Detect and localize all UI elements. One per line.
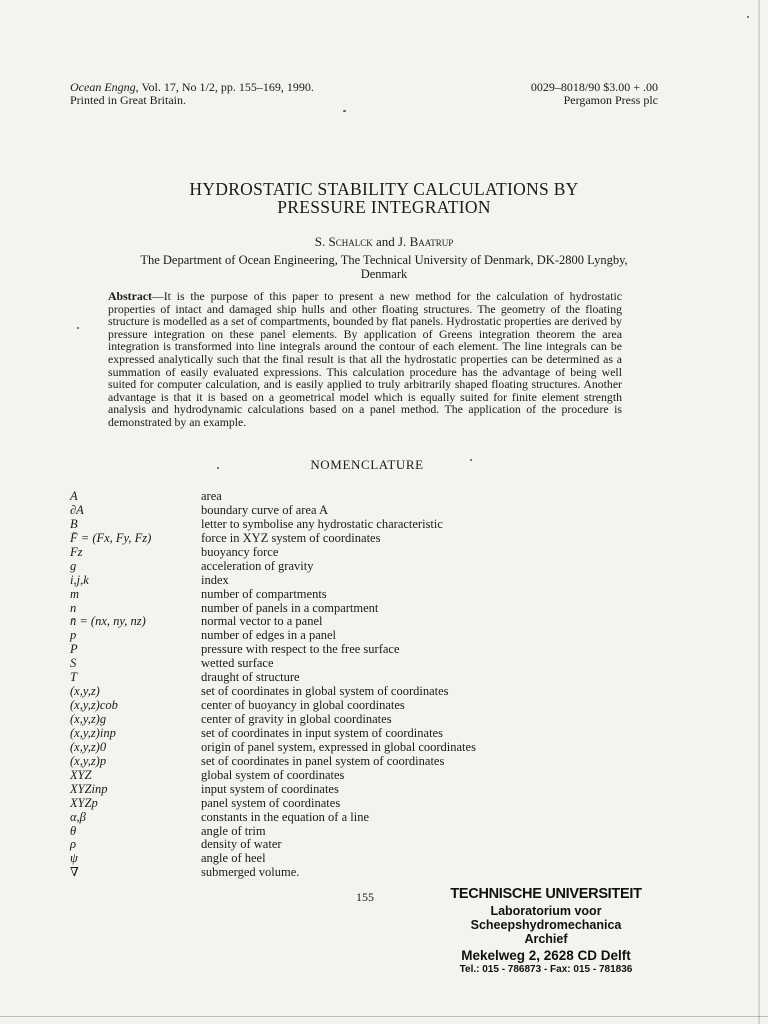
- nomenclature-definition: boundary curve of area A: [201, 502, 329, 517]
- nomenclature-definition: submerged volume.: [201, 865, 300, 880]
- abstract-body: —It is the purpose of this paper to present a new method for the calculation of hydrostatic properties of intact and damaged ship hulls and other floating structures. The geometry of the floating structure is modelled as a set of compartments, bounded by flat panels. Hydrostatic properties are derived by pressure integration on these panel elements. By application of Greens integration theorem the area integration is transformed into line integrals around the contour of each element. The line integrals can be expressed analytically such that the final result is that all the hydrostatic properties can be determined as a summation of easily evaluated expressions. This calculation procedure has the advantage of being well suited for computer calculation, and is easily applied to truly arbitrarily shaped floating structures. Another advantage is that it is based on a geometrical model which is equally suited for finite element strength analysis and hydrodynamic calculations based on a panel method. The application of the procedure is demonstrated by an example.: [108, 289, 622, 429]
- nomenclature-definition: force in XYZ system of coordinates: [201, 530, 381, 545]
- nomenclature-symbol: XYZ: [70, 767, 92, 782]
- nomenclature-symbol: ∂A: [70, 502, 84, 517]
- nomenclature-symbol: P: [70, 642, 78, 657]
- nomenclature-row: [70, 532, 630, 546]
- publisher: Pergamon Press plc: [563, 93, 658, 107]
- scan-speck: [343, 110, 346, 112]
- nomenclature-row: [70, 602, 630, 616]
- nomenclature-definition: buoyancy force: [201, 544, 279, 559]
- nomenclature-symbol: α,β: [70, 809, 86, 824]
- page-number: 155: [356, 890, 374, 904]
- nomenclature-definition: pressure with respect to the free surface: [201, 642, 400, 657]
- author-1-name: Schalck: [328, 234, 373, 249]
- nomenclature-symbol: ψ: [70, 851, 78, 866]
- nomenclature-row: [70, 783, 630, 797]
- issn-code: 0029–8018/90 $3.00 + .00: [530, 80, 658, 94]
- nomenclature-definition: constants in the equation of a line: [201, 809, 370, 824]
- nomenclature-row: [70, 685, 630, 699]
- nomenclature-definition: number of compartments: [201, 586, 327, 601]
- nomenclature-row: [70, 657, 630, 671]
- nomenclature-row: [70, 838, 630, 852]
- nomenclature-symbol: ∇: [70, 865, 79, 880]
- stamp-line-1: TECHNISCHE UNIVERSITEIT: [450, 886, 642, 902]
- nomenclature-definition: density of water: [201, 837, 282, 852]
- nomenclature-row: [70, 588, 630, 602]
- nomenclature-row: [70, 629, 630, 643]
- nomenclature-row: [70, 490, 630, 504]
- nomenclature-symbol: p: [70, 628, 77, 643]
- nomenclature-definition: draught of structure: [201, 670, 300, 685]
- scan-speck: [217, 467, 219, 469]
- authors: [0, 234, 768, 250]
- nomenclature-definition: set of coordinates in input system of coordinates: [201, 725, 443, 740]
- nomenclature-definition: wetted surface: [201, 656, 274, 671]
- nomenclature-heading: NOMENCLATURE: [310, 457, 424, 472]
- scan-right-edge: [758, 0, 760, 1024]
- affiliation-line-1: The Department of Ocean Engineering, The Technical University of Denmark, DK-2800 Lyngby,: [140, 253, 628, 267]
- nomenclature-symbol: (x,y,z)cob: [70, 698, 118, 713]
- scan-speck: [77, 327, 79, 329]
- abstract: [108, 290, 622, 429]
- nomenclature-symbol: (x,y,z)p: [70, 753, 107, 768]
- nomenclature-definition: acceleration of gravity: [201, 558, 314, 573]
- journal-citation: , Vol. 17, No 1/2, pp. 155–169, 1990.: [135, 80, 314, 94]
- nomenclature-symbol: S: [70, 656, 77, 671]
- library-stamp: [426, 886, 666, 975]
- nomenclature-row: [70, 518, 630, 532]
- nomenclature-symbol: T: [70, 670, 77, 685]
- nomenclature-definition: global system of coordinates: [201, 767, 345, 782]
- nomenclature-symbol: (x,y,z): [70, 684, 100, 699]
- author-joiner: and J.: [372, 234, 410, 249]
- stamp-line-2: Laboratorium voor: [490, 904, 602, 918]
- nomenclature-definition: angle of trim: [201, 823, 266, 838]
- nomenclature-row: [70, 504, 630, 518]
- nomenclature-row: [70, 546, 630, 560]
- nomenclature-symbol: g: [70, 558, 77, 573]
- nomenclature-symbol: (x,y,z)0: [70, 739, 107, 754]
- nomenclature-symbol: n̄ = (nx, ny, nz): [70, 614, 146, 629]
- paper-title: [0, 180, 768, 216]
- nomenclature-row: [70, 713, 630, 727]
- nomenclature-symbol: ρ: [70, 837, 76, 852]
- nomenclature-row: [70, 811, 630, 825]
- nomenclature-row: [70, 866, 630, 880]
- nomenclature-row: [70, 699, 630, 713]
- publisher-header: [531, 81, 658, 107]
- nomenclature-row: [70, 797, 630, 811]
- citation-header: [70, 81, 314, 107]
- affiliation-line-2: Denmark: [360, 267, 408, 281]
- nomenclature-symbol: Fz: [70, 544, 83, 559]
- scan-speck: [470, 459, 472, 461]
- nomenclature-symbol: A: [70, 489, 78, 503]
- printed-in: Printed in Great Britain.: [70, 93, 186, 107]
- nomenclature-symbol: B: [70, 516, 78, 531]
- nomenclature-definition: letter to symbolise any hydrostatic characteristic: [201, 516, 443, 531]
- nomenclature-definition: normal vector to a panel: [201, 614, 323, 629]
- stamp-line-6: Tel.: 015 - 786873 - Fax: 015 - 781836: [459, 964, 633, 975]
- nomenclature-symbol: (x,y,z)inp: [70, 725, 116, 740]
- nomenclature-definition: number of edges in a panel: [201, 628, 337, 643]
- nomenclature-symbol: F̄ = (Fx, Fy, Fz): [70, 530, 152, 545]
- scan-speck: [747, 16, 749, 18]
- nomenclature-symbol: n: [70, 600, 77, 615]
- nomenclature-row: [70, 727, 630, 741]
- affiliation: [70, 253, 698, 281]
- nomenclature-definition: number of panels in a compartment: [201, 600, 379, 615]
- nomenclature-definition: set of coordinates in global system of coordinates: [201, 684, 449, 699]
- nomenclature-definition: area: [201, 489, 222, 503]
- nomenclature-symbol: XYZp: [70, 795, 98, 810]
- abstract-lead: Abstract: [108, 289, 152, 303]
- stamp-line-4: Archief: [524, 932, 568, 946]
- scan-edge-line: [0, 1016, 768, 1017]
- nomenclature-row: [70, 671, 630, 685]
- nomenclature-definition: center of buoyancy in global coordinates: [201, 698, 405, 713]
- nomenclature-symbol: m: [70, 586, 80, 601]
- nomenclature-definition: panel system of coordinates: [201, 795, 341, 810]
- nomenclature-row: [70, 825, 630, 839]
- nomenclature-row: [70, 769, 630, 783]
- nomenclature-definition: center of gravity in global coordinates: [201, 712, 392, 726]
- nomenclature-symbol: (x,y,z)g: [70, 712, 107, 726]
- nomenclature-row: [70, 755, 630, 769]
- nomenclature-row: [70, 643, 630, 657]
- title-line-1: HYDROSTATIC STABILITY CALCULATIONS BY: [189, 179, 579, 199]
- nomenclature-row: [70, 560, 630, 574]
- nomenclature-list: [70, 490, 630, 880]
- journal-name: Ocean Engng: [70, 80, 136, 94]
- author-2-name: Baatrup: [409, 234, 454, 249]
- title-line-2: PRESSURE INTEGRATION: [277, 197, 491, 217]
- nomenclature-row: [70, 741, 630, 755]
- stamp-line-3: Scheepshydromechanica: [470, 918, 622, 932]
- nomenclature-symbol: θ: [70, 823, 77, 838]
- nomenclature-row: [70, 852, 630, 866]
- nomenclature-definition: set of coordinates in panel system of coordinates: [201, 753, 445, 768]
- nomenclature-definition: input system of coordinates: [201, 781, 339, 796]
- nomenclature-symbol: i,j,k: [70, 572, 89, 587]
- nomenclature-definition: origin of panel system, expressed in global coordinates: [201, 739, 476, 754]
- author-1-initial: S.: [314, 234, 329, 249]
- nomenclature-definition: index: [201, 572, 229, 587]
- nomenclature-row: [70, 615, 630, 629]
- nomenclature-definition: angle of heel: [201, 851, 266, 866]
- nomenclature-symbol: XYZinp: [70, 781, 108, 796]
- stamp-line-5: Mekelweg 2, 2628 CD Delft: [461, 948, 631, 963]
- nomenclature-row: [70, 574, 630, 588]
